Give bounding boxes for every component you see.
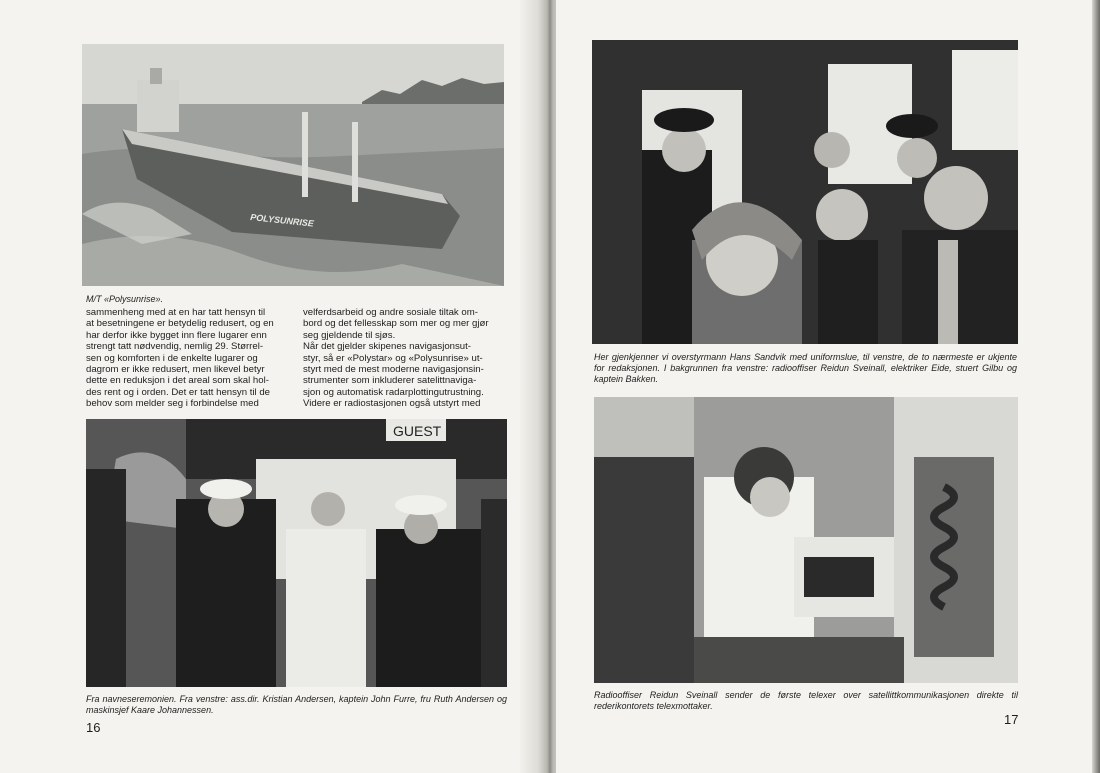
crowd-caption: Her gjenkjenner vi overstyrmann Hans Sandvik med uniformslue, til venstre, de to nærmeste er ukjente for redaksjonen. I bakgrunnen fra venstre: radiooffiser Reidun Sveinall, elektriker Eide, stuert Gilbu og kaptein Bakken. — [594, 352, 1017, 384]
crowd-photo — [592, 40, 1018, 344]
page-edge-shadow — [1092, 0, 1100, 773]
ship-hull-name: POLYSUNRISE — [249, 212, 315, 229]
right-page — [556, 0, 1100, 773]
radio-caption: Radiooffiser Reidun Sveinall sender de første telexer over satellittkommunikasjonen direkte til rederikontorets telexmottaker. — [594, 690, 1018, 711]
ceremony-photo — [86, 419, 507, 687]
body-column-1: sammenheng med at en har tatt hensyn til at besetningene er betydelig redusert, og en har derfor ikke bygget inn flere lugarer enn strengt tatt nødvendig, nemlig 29. Størrel- sen og komforten i de enkelte lugarer og dagrom er ikke redusert, men likevel betyr dette en reduksjon i det areal som skal hol- des rent og i orden. Det er tatt hensyn til de behov som melder seg i forbindelse med — [86, 307, 274, 410]
guest-sign-text: GUEST — [393, 423, 442, 439]
left-page — [0, 0, 540, 773]
body-column-2: velferdsarbeid og andre sosiale tiltak om- bord og det fellesskap som mer og mer gjør seg gjeldende til sjøs. Når det gjelder skipenes navigasjonsut- styr, så er «Polystar» og «Polysunrise» ut- styrt med de mest moderne navigasjonsin- strumenter som inkluderer satelittnaviga- sjon og automatisk radarplottingutrustning. Videre er radiostasjonen også utstyrt med — [303, 307, 489, 410]
ship-photo — [82, 44, 504, 286]
radio-room-photo — [594, 397, 1018, 683]
page-number-left: 16 — [86, 720, 101, 735]
ceremony-caption: Fra navneseremonien. Fra venstre: ass.dir. Kristian Andersen, kaptein John Furre, fru Ruth Andersen og maskinsjef Kaare Johannessen. — [86, 694, 507, 715]
ship-caption: M/T «Polysunrise». — [86, 294, 164, 304]
page-number-right: 17 — [1004, 712, 1019, 727]
